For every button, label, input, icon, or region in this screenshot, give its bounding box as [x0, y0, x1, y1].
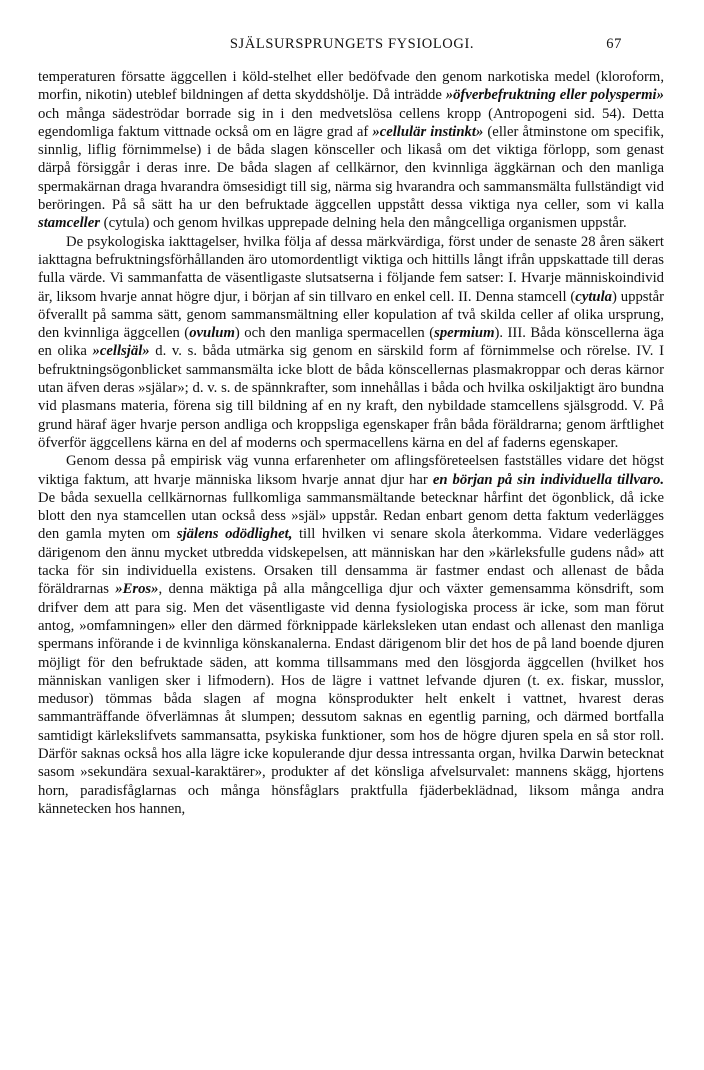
page-number: 67	[606, 36, 622, 52]
text-run: ) uppstår öfverallt på samma sätt, genom sammansmältning eller kopulation af två skilda celler af olika ursprung, den kvinnliga äggcellen (	[38, 288, 664, 342]
text-run: De båda sexuella cellkärnornas fullkomliga sammansmältande betecknar hårfint det ögonblick, då icke blott den nya stamcellen utan också dess »själ» uppstår. Redan enbart genom detta faktum vederlägges den gamla myten om	[38, 489, 664, 543]
paragraph	[38, 68, 664, 233]
emphasized-text: spermium	[434, 325, 495, 342]
text-run: (cytula) och genom hvilkas upprepade delning hela den mångcelliga organismen uppstår.	[100, 215, 627, 232]
paragraph	[38, 452, 664, 818]
text-run: temperaturen försatte äggcellen i köld-stelhet eller bedöfvade den genom narkotiska medel (kloroform, morfin, nikotin) uteblef bildningen af detta skyddshölje. Då inträdde	[38, 69, 664, 104]
text-run: d. v. s. båda utmärka sig genom en särskild form af förnimmelse och rörelse. IV. I befruktningsögonblicket sammansmälta icke blott de båda könscellernas plasmakroppar och deras kärnor utan äfven deras »själar»; d. v. s. de spännkrafter, som innehållas i båda och hvilka oskiljaktigt äro bundna vid plasmans materia, förena sig till bildning af en ny kraft, den nybildade stamcellens själsgrodd. V. På grund häraf äger hvarje person andliga och kroppsliga egenskaper från båda föräldrarna; genom ärftlighet öfverför äggcellens kärna en del af moderns och spermacellens kärna en del af faderns egenskaper.	[38, 343, 664, 451]
emphasized-text: stamceller	[38, 215, 100, 232]
body-text	[38, 68, 664, 818]
emphasized-text: ovulum	[189, 325, 235, 342]
emphasized-text: cytula	[575, 288, 613, 305]
emphasized-text: en början på sin individuella tillvaro.	[432, 471, 665, 488]
emphasized-text: »cellulär instinkt»	[372, 123, 484, 140]
running-title: SJÄLSURSPRUNGETS FYSIOLOGI.	[229, 36, 475, 52]
text-run: , denna mäktiga på alla mångcelliga djur och växter gemensamma könsdrift, som drifver dem att para sig. Men det väsentligaste vid denna fysiologiska process är icke, som man förut antog, »omfamningen» eller den därmed förknippade kärleksleken utan endast och allenast den manliga spermans införande i de kvinnliga könskanalerna. Endast därigenom blir det hos de på land boende djuren möjligt för den befruktade säden, att komma tillsammans med den lösgjorda äggcellen (hvilket hos människan vanligen sker i lifmodern). Hos de lägre i vattnet lefvande djuren (t. ex. fiskar, musslor, medusor) tömmas båda slagen af mogna könsprodukter helt enkelt i vattnet, hvarest deras sammanträffande öfverlämnas åt slumpen; dessutom saknas en egentlig parning, och därmed bortfalla samtidigt kärlekslifvets sammansatta, psykiska funktioner, som hos de högre djuren spela en så stor roll. Därför saknas också hos alla lägre icke kopulerande djur dessa intressanta organ, hvilka Darwin betecknat sasom »sekundära sexual-karaktärer», produkter af det könsliga afvelsurvalet: mannens skägg, hjortens horn, paradisfåglarnas och många hönsfåglars praktfulla fjäderbeklädnad, liksom många andra kännetecken hos hannen,	[38, 581, 664, 817]
text-run: Genom dessa på empirisk väg vunna erfarenheter om aflingsföreteelsen fastställes vidare det högst viktiga faktum, att hvarje människa liksom hvarje annat djur har	[38, 453, 664, 488]
text-run: De psykologiska iakttagelser, hvilka följa af dessa märkvärdiga, först under de senaste 28 åren säkert iakttagna befruktningsförhållanden äro utomordentligt viktiga och hittills långt ifrån uppskattade till deras fulla värde. Vi sammanfatta de väsentligaste slutsatserna i följande fem satser: I. Hvarje människoindivid är, liksom hvarje annat högre djur, i början af sin tillvaro en enkel cell. II. Denna stamcell (	[38, 233, 664, 305]
running-header	[0, 36, 704, 56]
text-run: (eller åtminstone om specifik, sinnlig, liflig förnimmelse) i de båda slagen könsceller och likaså om det viktiga förlopp, som genast därpå försiggår i deras inre. De båda slagen af cellkärnor, den kvinnliga äggkärnan och den manliga spermakärnan draga hvarandra ömsesidigt till sig, närma sig hvarandra och sammansmälta fullständigt vid beröringen. På så sätt ha ur den befruktade äggcellen uppstått dessa viktiga nya celler, som vi kalla	[38, 123, 664, 214]
paragraph	[38, 233, 664, 453]
emphasized-text: »cellsjäl»	[92, 343, 150, 360]
emphasized-text: själens odödlighet,	[176, 526, 293, 543]
text-run: till hvilken vi senare skola återkomma. Vidare vederlägges därigenom den ännu mycket utbredda vidskepelsen, att människan har den »kärleksfulle gudens nåd» att tacka för sin individuella existens. Orsaken till densamma är fastmer endast och allenast de båda föräldrarnas	[38, 526, 664, 598]
text-run: och många sädeströdar borrade sig in i den medvetslösa cellens kropp (Antropogeni sid. 54). Detta egendomliga faktum vittnade också om en lägre grad af	[38, 105, 664, 140]
text-run: ). III. Båda könscellerna äga en olika	[38, 325, 664, 360]
text-run: ) och den manliga spermacellen (	[234, 325, 435, 342]
emphasized-text: »öfverbefruktning eller polyspermi»	[445, 87, 664, 104]
emphasized-text: »Eros»	[115, 581, 159, 598]
